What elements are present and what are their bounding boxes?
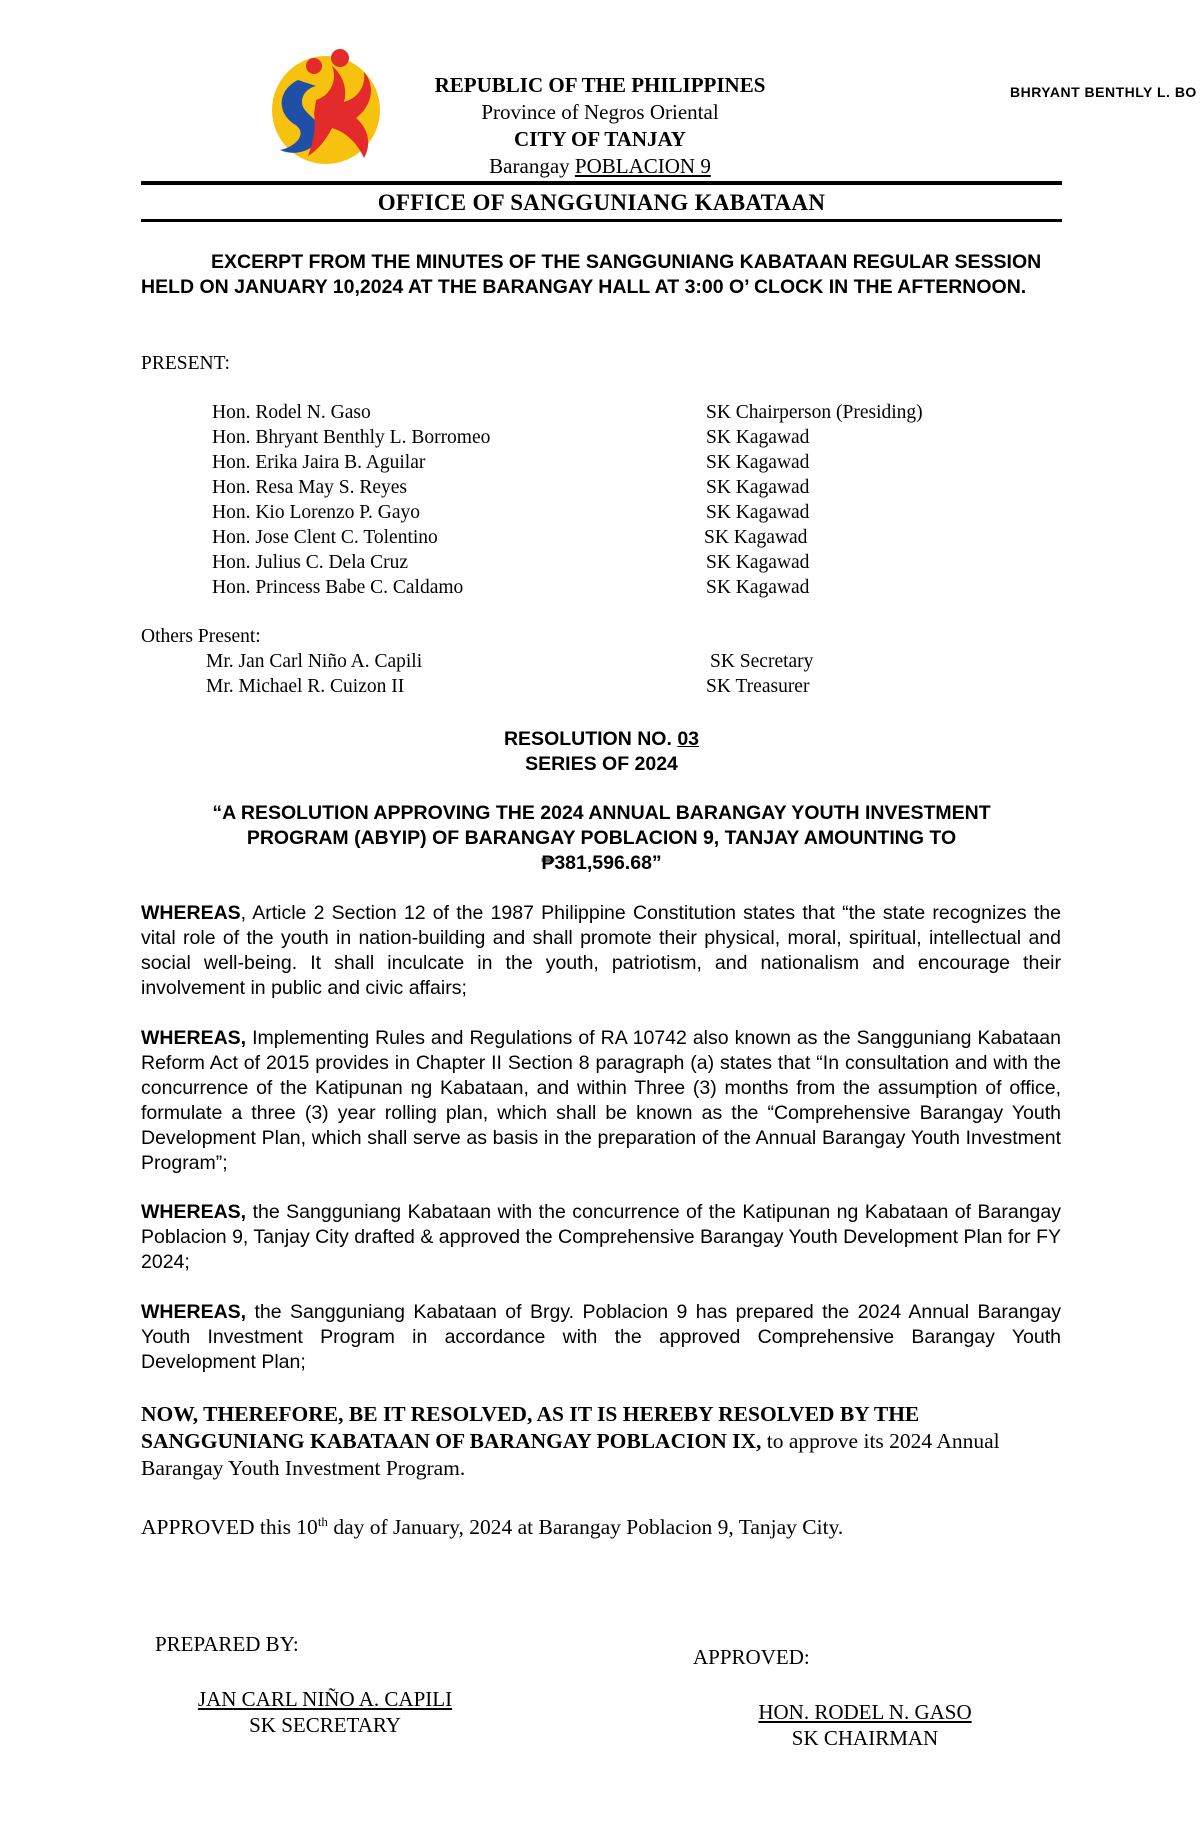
sk-logo [268, 40, 388, 168]
resolved-text: to approve its 2024 Annual Barangay Youth Investment Program. [141, 1429, 1000, 1480]
whereas-text: Implementing Rules and Regulations of RA 10742 also known as the Sangguniang Kabataan Reform Act of 2015 provides in Chapter II Section 8 paragraph (a) states that “In consultation and with the concurrence of the Katipunan ng Kabataan, and within Three (3) months from the assumption of office, formulate a three (3) year rolling plan, which shall be known as the “Comprehensive Barangay Youth Development Plan, which shall serve as basis in the preparation of the Annual Barangay Youth Investment Program”; [141, 1027, 1061, 1174]
present-label: PRESENT: [141, 353, 230, 374]
attendee-position: SK Kagawad [706, 452, 810, 473]
attendee-name: Hon. Jose Clent C. Tolentino [212, 527, 438, 548]
resolution-no-label: RESOLUTION NO. [503, 728, 672, 750]
approved-by-title: SK CHAIRMAN [791, 1726, 939, 1750]
attendee-row [212, 550, 1012, 575]
attendee-position: SK Kagawad [706, 552, 810, 573]
whereas-text: , Article 2 Section 12 of the 1987 Philippine Constitution states that “the state recognizes the vital role of the youth in nation-building and shall promote their physical, moral, spiritual, intellectual and social well-being. It shall inculcate in the youth, patriotism, and nationalism and encourage their involvement in public and civic affairs; [141, 902, 1061, 999]
attendee-row [212, 575, 1012, 600]
approved-date-before: APPROVED this 10 [141, 1515, 318, 1540]
barangay-name: POBLACION 9 [574, 154, 711, 178]
office-title: OFFICE OF SANGGUNIANG KABATAAN [377, 190, 826, 215]
city-heading: CITY OF TANJAY [514, 127, 686, 151]
attendee-row [212, 525, 1012, 550]
attendee-name: Hon. Erika Jaira B. Aguilar [212, 452, 426, 473]
resolution-series: SERIES OF 2024 [525, 753, 678, 775]
approved-date-sup: th [317, 1514, 328, 1529]
province-heading: Province of Negros Oriental [481, 100, 719, 124]
attendee-position: SK Chairperson (Presiding) [706, 402, 923, 423]
attendee-name: Mr. Michael R. Cuizon II [206, 676, 405, 697]
attendee-position: SK Secretary [710, 651, 814, 672]
excerpt-text: EXCERPT FROM THE MINUTES OF THE SANGGUNIANG KABATAAN REGULAR SESSION HELD ON JANUARY 10,2024 AT THE BARANGAY HALL AT 3:00 O’ CLOCK IN THE AFTERNOON. [141, 251, 1042, 298]
resolved-lead: NOW, THEREFORE, BE IT RESOLVED, AS IT IS HEREBY RESOLVED BY THE SANGGUNIANG KABATAAN OF BARANGAY POBLACION IX, [141, 1402, 920, 1453]
side-name: BHRYANT BENTHLY L. BO [1010, 84, 1197, 100]
attendee-name: Hon. Kio Lorenzo P. Gayo [212, 502, 420, 523]
header-rule-bottom [141, 219, 1062, 222]
approved-label: APPROVED: [693, 1645, 810, 1669]
attendee-row [212, 500, 1012, 525]
resolution-title-line1: “A RESOLUTION APPROVING THE 2024 ANNUAL BARANGAY YOUTH INVESTMENT [212, 802, 991, 824]
others-label: Others Present: [141, 626, 261, 647]
attendee-name: Hon. Princess Babe C. Caldamo [212, 577, 464, 598]
whereas-paragraph-3 [141, 1200, 1061, 1275]
whereas-paragraph-1 [141, 901, 1061, 1001]
attendee-position: SK Treasurer [706, 676, 810, 697]
whereas-lead: WHEREAS, [141, 1201, 247, 1223]
resolution-number [141, 727, 1062, 752]
attendee-row [206, 649, 1006, 674]
approved-by-name: HON. RODEL N. GASO [758, 1700, 972, 1724]
attendee-row [212, 400, 1012, 425]
barangay-prefix: Barangay [489, 154, 570, 178]
prepared-by-label: PREPARED BY: [155, 1632, 299, 1656]
approved-date-after: day of January, 2024 at Barangay Poblacion 9, Tanjay City. [327, 1515, 844, 1540]
whereas-lead: WHEREAS, [141, 1301, 247, 1323]
present-list [212, 400, 1012, 600]
excerpt-heading [141, 250, 1062, 300]
sk-logo-graphic [268, 40, 388, 168]
attendee-position: SK Kagawad [706, 577, 810, 598]
attendee-name: Mr. Jan Carl Niño A. Capili [206, 651, 423, 672]
header-rule-top [141, 181, 1062, 185]
resolution-no-value: 03 [677, 728, 700, 750]
whereas-text: the Sangguniang Kabataan of Brgy. Poblacion 9 has prepared the 2024 Annual Barangay Youth Investment Program in accordance with the approved Comprehensive Barangay Youth Development Plan; [141, 1301, 1061, 1373]
attendee-position: SK Kagawad [706, 427, 810, 448]
attendee-name: Hon. Rodel N. Gaso [212, 402, 371, 423]
attendee-name: Hon. Bhryant Benthly L. Borromeo [212, 427, 491, 448]
attendee-row [212, 450, 1012, 475]
resolution-title-line3: ₱381,596.68” [541, 852, 662, 874]
whereas-lead: WHEREAS [141, 902, 241, 924]
whereas-paragraph-2 [141, 1026, 1061, 1176]
attendee-name: Hon. Julius C. Dela Cruz [212, 552, 409, 573]
barangay-heading [400, 153, 800, 179]
whereas-paragraph-4 [141, 1300, 1061, 1375]
prepared-by-name: JAN CARL NIÑO A. CAPILI [197, 1687, 453, 1711]
attendee-position: SK Kagawad [704, 527, 808, 548]
attendee-position: SK Kagawad [706, 477, 810, 498]
others-list [206, 649, 1006, 699]
attendee-position: SK Kagawad [706, 502, 810, 523]
republic-heading: REPUBLIC OF THE PHILIPPINES [434, 73, 766, 97]
prepared-by-title: SK SECRETARY [249, 1713, 401, 1737]
whereas-text: the Sangguniang Kabataan with the concurrence of the Katipunan ng Kabataan of Barangay Poblacion 9, Tanjay City drafted & approved the Comprehensive Barangay Youth Development Plan for FY 2024; [141, 1201, 1061, 1273]
attendee-name: Hon. Resa May S. Reyes [212, 477, 407, 498]
resolution-title-line2: PROGRAM (ABYIP) OF BARANGAY POBLACION 9, TANJAY AMOUNTING TO [246, 827, 957, 849]
attendee-row [206, 674, 1006, 699]
resolved-paragraph [141, 1401, 1061, 1482]
whereas-lead: WHEREAS, [141, 1027, 247, 1049]
attendee-row [212, 475, 1012, 500]
attendee-row [212, 425, 1012, 450]
approved-date-line [141, 1508, 843, 1541]
